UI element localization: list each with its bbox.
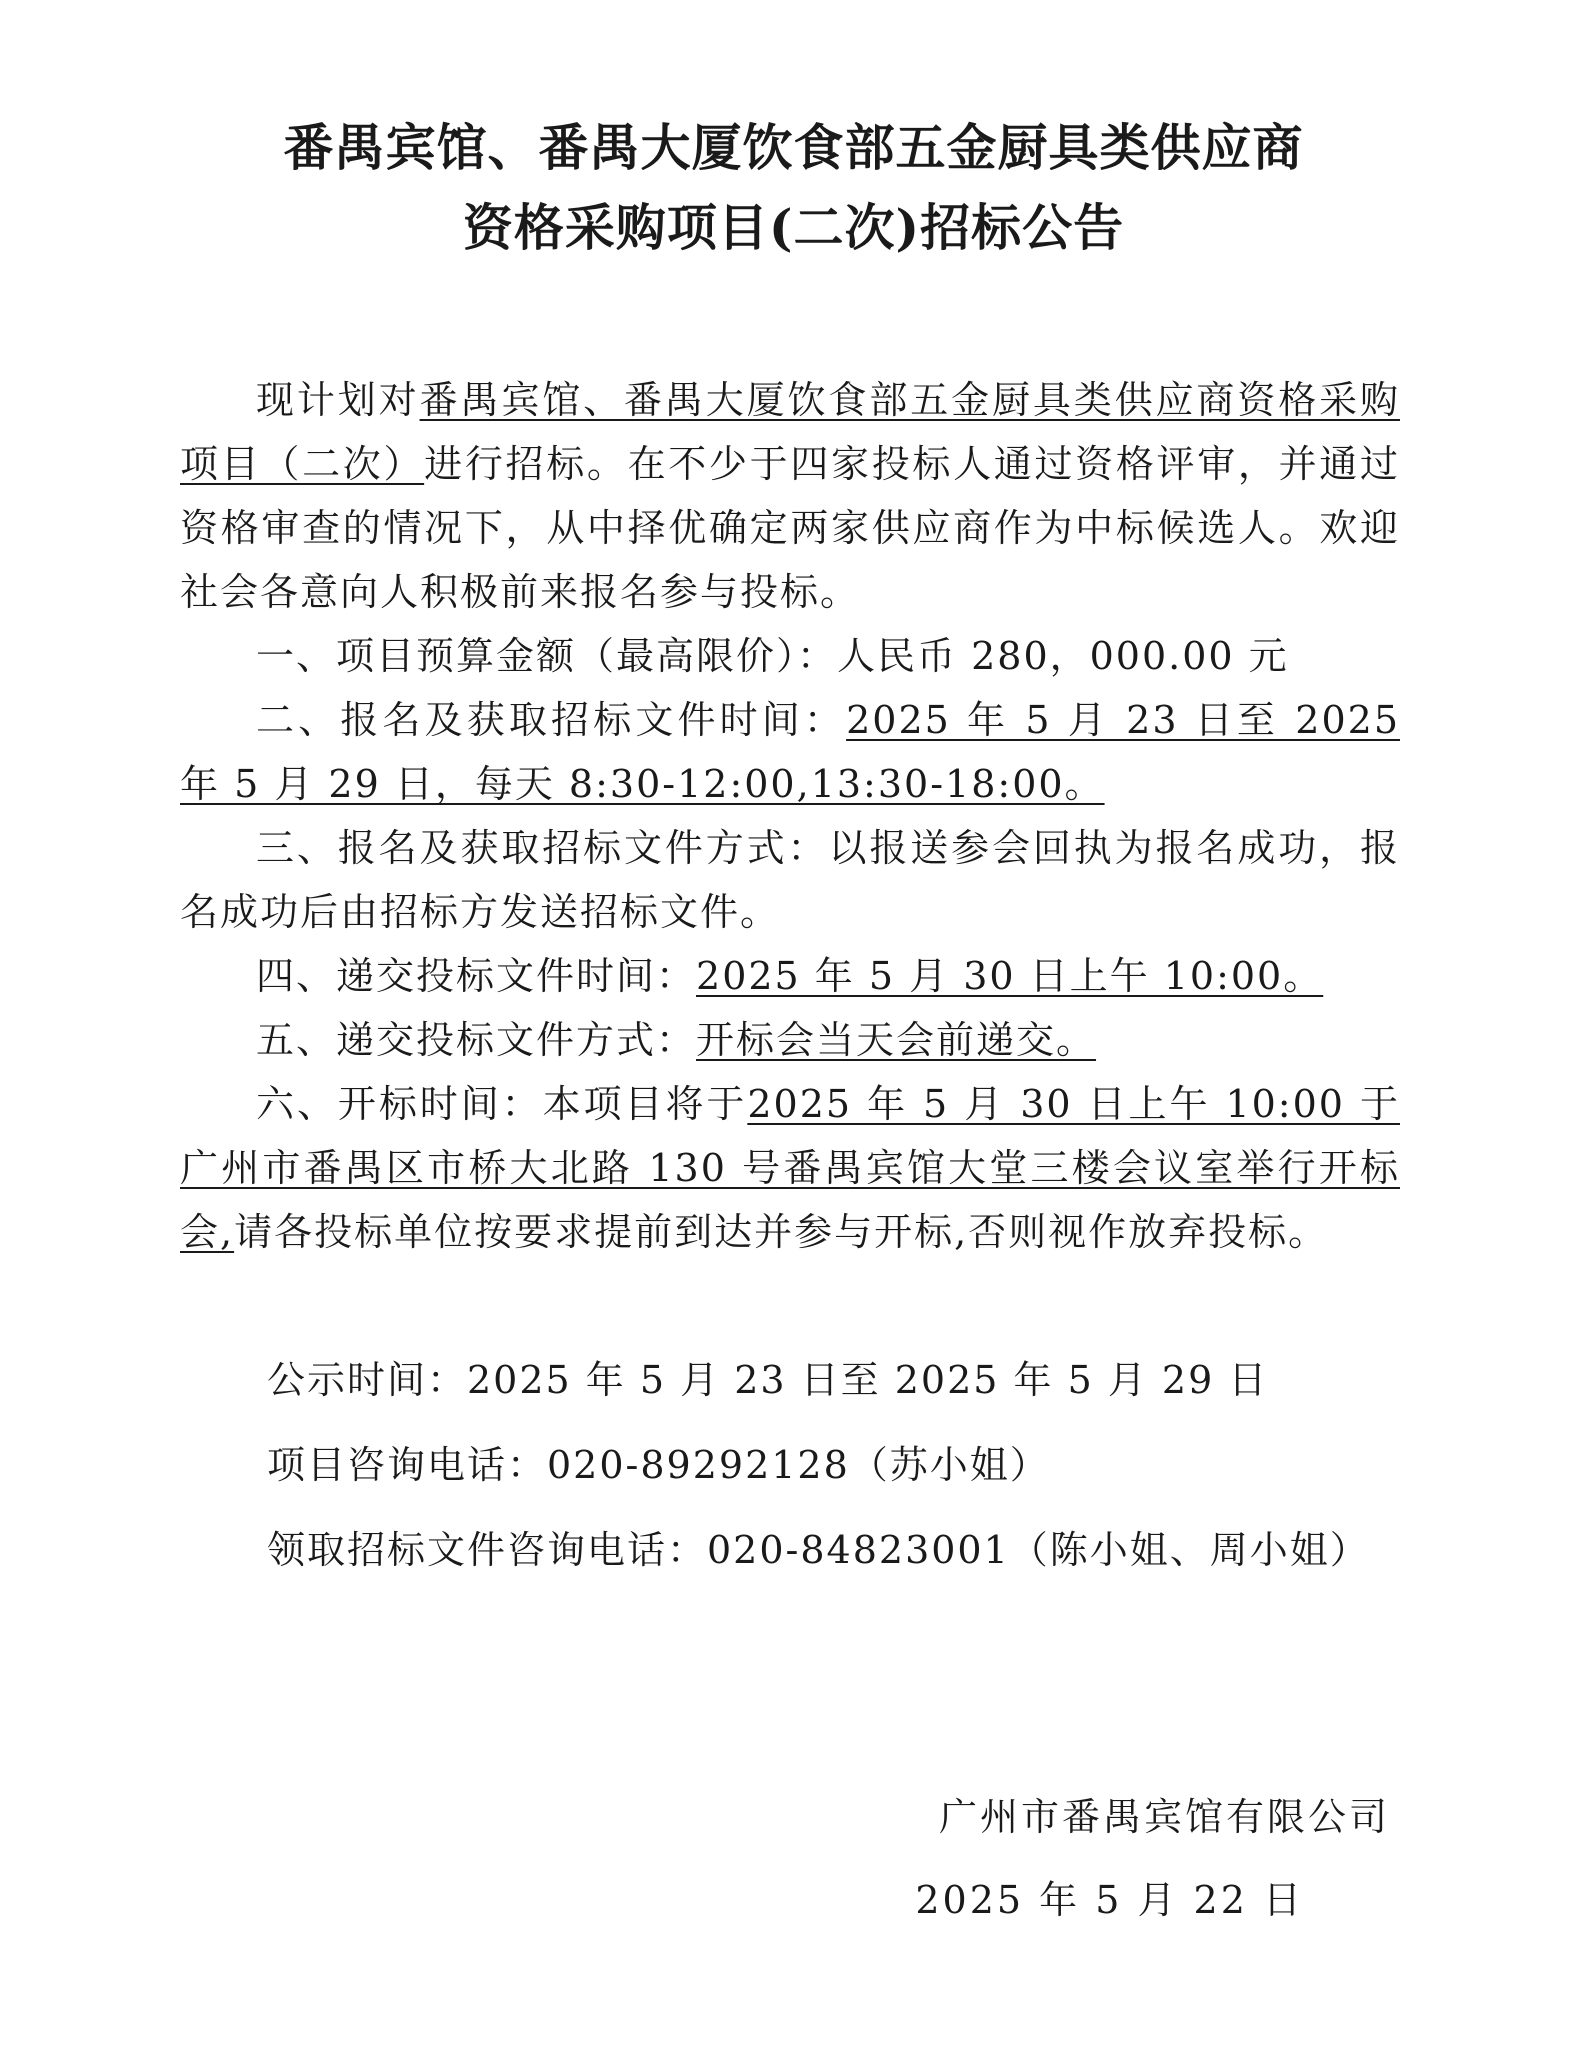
item-registration-method [180,816,1400,944]
notice-period: 公示时间：2025 年 5 月 23 日至 2025 年 5 月 29 日 [267,1358,1269,1402]
budget-label: 一、项目预算金额（最高限价）： [256,634,838,678]
item-budget [180,624,1400,688]
document-title-line-1: 番禺宾馆、番禺大厦饮食部五金厨具类供应商 [283,118,1304,177]
signature-company: 广州市番禺宾馆有限公司 [938,1795,1390,1839]
registration-method-label: 三、报名及获取招标文件方式： [256,826,829,870]
submission-time-value: 2025 年 5 月 30 日上午 10:00。 [696,954,1324,998]
item-opening [180,1072,1400,1264]
intro-suffix: 进行招标。在不少于四家投标人通过资格评审，并通过资格审查的情况下，从中择优确定两家供应商作为中标候选人。欢迎社会各意向人积极前来报名参与投标。 [180,442,1400,614]
intro-prefix: 现计划对 [256,378,420,422]
signature-date: 2025 年 5 月 22 日 [915,1878,1304,1922]
registration-method-value: 以报送参会回执为报名成功，报名成功后由招标方发送招标文件。 [180,826,1400,934]
opening-suffix: 请各投标单位按要求提前到达并参与开标,否则视作放弃投标。 [234,1210,1329,1254]
docs-phone: 领取招标文件咨询电话：020-84823001（陈小姐、周小姐） [267,1528,1370,1572]
project-name: 番禺宾馆、番禺大厦饮食部五金厨具类供应商资格采购项目（二次） [180,378,1400,486]
document-title-line-2: 资格采购项目(二次)招标公告 [462,198,1125,257]
item-submission-time [180,944,1400,1008]
opening-label: 六、开标时间：本项目将于 [256,1082,748,1126]
submission-method-value: 开标会当天会前递交。 [696,1018,1097,1062]
item-submission-method [180,1008,1400,1072]
registration-time-label: 二、报名及获取招标文件时间： [256,698,847,742]
submission-method-label: 五、递交投标文件方式： [256,1018,697,1062]
item-registration-time [180,688,1400,816]
intro-paragraph [180,368,1400,624]
opening-value: 2025 年 5 月 30 日上午 10:00 于广州市番禺区市桥大北路 130 号番禺宾馆大堂三楼会议室举行开标会, [180,1082,1400,1254]
registration-time-value: 2025 年 5 月 23 日至 2025 年 5 月 29 日，每天 8:30-12:00,13:30-18:00。 [180,698,1400,806]
submission-time-label: 四、递交投标文件时间： [256,954,697,998]
notice-body [180,368,1400,1264]
project-phone: 项目咨询电话：020-89292128（苏小姐） [267,1443,1050,1487]
budget-value: 人民币 280，000.00 元 [837,634,1289,678]
